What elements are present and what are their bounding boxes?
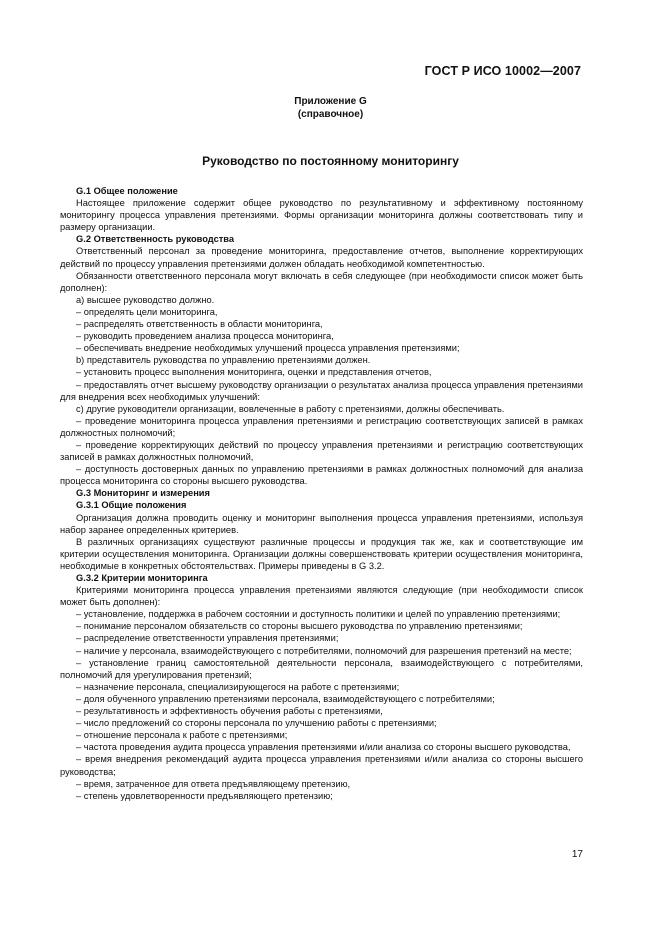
- list-item: – степень удовлетворенности предъявляющего претензию;: [76, 790, 333, 801]
- list-item: – распределение ответственности управления претензиями;: [76, 633, 339, 644]
- list-item: а) высшее руководство должно.: [76, 294, 215, 305]
- paragraph: Ответственный персонал за проведение мониторинга, предоставление отчетов, выполнение корректирующих действий по процессу управления претензиями должен обладать необходимой компетентностью.: [60, 246, 583, 269]
- paragraph: – проведение мониторинга процесса управления претензиями и регистрацию соответствующих записей в рамках должностных полномочий;: [60, 415, 583, 438]
- list-item: – распределять ответственность в области мониторинга,: [76, 319, 323, 330]
- appendix-heading: [0, 95, 661, 121]
- paragraph: Обязанности ответственного персонала могут включать в себя следующее (при необходимости список может быть дополнен):: [60, 270, 583, 293]
- list-item: – число предложений со стороны персонала по улучшению работы с претензиями;: [76, 718, 437, 729]
- paragraph: Организация должна проводить оценку и мониторинг выполнения процесса управления претензиями, используя набор заранее определенных критериев.: [60, 512, 583, 535]
- appendix-label: Приложение G: [294, 96, 367, 107]
- list-item: – отношение персонала к работе с претензиями;: [76, 730, 288, 741]
- list-item: – время, затраченное для ответа предъявляющему претензию,: [76, 778, 351, 789]
- section-heading: G.3.1 Общие положения: [76, 500, 187, 511]
- section-heading: G.3 Мониторинг и измерения: [76, 488, 210, 499]
- paragraph: – проведение корректирующих действий по процессу управления претензиями и регистрацию соответствующих записей в рамках должностных полномочий,: [60, 439, 583, 463]
- list-item: – доля обученного управлению претензиями персонала, взаимодействующего с потребителями;: [76, 693, 495, 704]
- list-item: – обеспечивать внедрение необходимых улучшений процесса управления претензиями;: [76, 343, 460, 354]
- standard-header: ГОСТ Р ИСО 10002—2007: [424, 64, 581, 78]
- paragraph: В различных организациях существуют различные процессы и продукция так же, как и соответствующие им критерии осуществления мониторинга. Организации должны совершенствовать критерии осуществления мониторинга, необходимые в конкретных обстоятельствах. Примеры приведены в G 3.2.: [60, 536, 583, 571]
- list-item: – понимание персоналом обязательств со стороны высшего руководства по управлению претензиями;: [76, 621, 523, 632]
- list-item: – определять цели мониторинга,: [76, 306, 218, 317]
- list-item: с) другие руководители организации, вовлеченные в работу с претензиями, должны обеспечивать.: [76, 403, 505, 414]
- list-item: – установление, поддержка в рабочем состоянии и доступность политики и целей по управлению претензиями;: [76, 609, 561, 620]
- section-heading: G.1 Общее положение: [76, 186, 178, 196]
- document-body: [60, 185, 583, 802]
- list-item: b) представитель руководства по управлению претензиями должен.: [76, 355, 371, 366]
- page-number: 17: [571, 849, 583, 860]
- section-heading: G.3.2 Критерии мониторинга: [76, 573, 208, 583]
- list-item: – руководить проведением анализа процесса мониторинга,: [76, 331, 334, 342]
- page-title: Руководство по постоянному мониторингу: [202, 154, 459, 168]
- paragraph: – частота проведения аудита процесса управления претензиями и/или анализа со стороны высшего руководства,: [76, 742, 571, 753]
- appendix-type: (справочное): [297, 109, 364, 120]
- paragraph: – доступность достоверных данных по управлению претензиями в рамках должностных полномочий для анализа процесса мониторинга со стороны высшего руководства.: [60, 464, 583, 487]
- paragraph: – наличие у персонала, взаимодействующего с потребителями, полномочий для разрешения претензий на месте;: [76, 645, 572, 656]
- paragraph: – установление границ самостоятельной деятельности персонала, взаимодействующего с потребителями, полномочий для урегулирования претензий;: [60, 657, 583, 680]
- paragraph: Настоящее приложение содержит общее руководство по результативному и эффективному постоянному мониторингу процесса управления претензиями. Формы организации мониторинга должны соответствовать типу и размеру организации.: [60, 198, 583, 233]
- paragraph: – предоставлять отчет высшему руководству организации о результатах анализа процесса управления претензиями для внедрения всех необходимых улучшений:: [60, 379, 583, 402]
- section-heading: G.2 Ответственность руководства: [76, 234, 235, 245]
- paragraph: Критериями мониторинга процесса управления претензиями являются следующие (при необходимости список может быть дополнен):: [60, 585, 583, 608]
- list-item: – установить процесс выполнения мониторинга, оценки и представления отчетов,: [76, 367, 432, 378]
- list-item: – назначение персонала, специализирующегося на работе с претензиями;: [76, 681, 400, 692]
- list-item: – результативность и эффективность обучения работы с претензиями,: [76, 706, 383, 717]
- paragraph: – время внедрения рекомендаций аудита процесса управления претензиями и/или анализа со стороны высшего руководства;: [60, 754, 583, 777]
